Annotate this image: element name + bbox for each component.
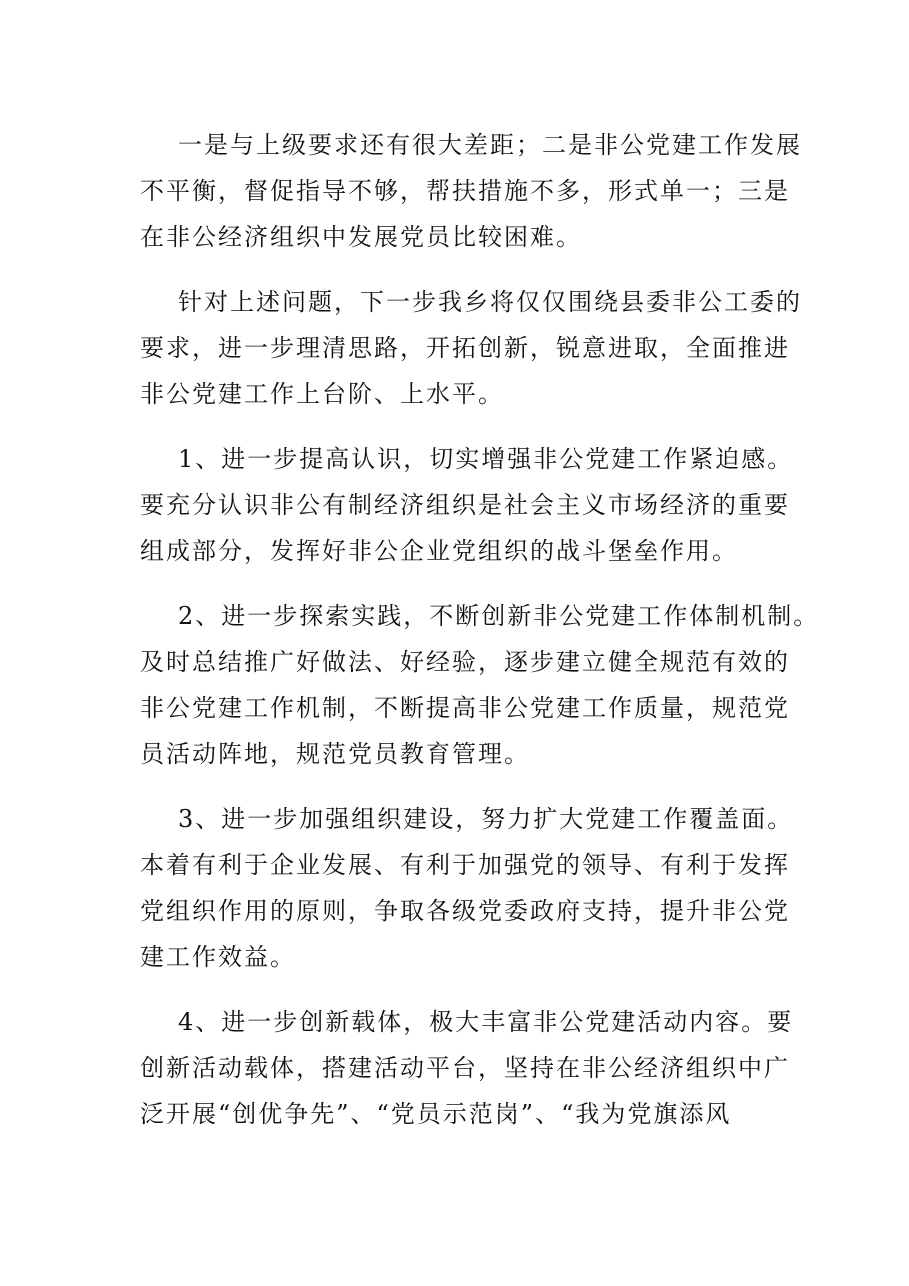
text-line: 组成部分，发挥好非公企业党组织的战斗堡垒作用。 [140,537,738,565]
text-line: 员活动阵地，规范党员教育管理。 [140,740,530,768]
text-line: 党组织作用的原则，争取各级党委政府支持，提升非公党 [140,897,790,925]
text-line: 在非公经济组织中发展党员比较困难。 [140,223,582,251]
text-line: 4、进一步创新载体，极大丰富非公党建活动内容。要 [178,1008,794,1036]
text-line: 创新活动载体，搭建活动平台，坚持在非公经济组织中广 [140,1054,790,1082]
text-line: 要求，进一步理清思路，开拓创新，锐意进取，全面推进 [140,334,790,362]
text-line: 一是与上级要求还有很大差距；二是非公党建工作发展 [178,131,802,159]
paragraph-item-3 [140,796,794,980]
text-line: 及时总结推广好做法、好经验，逐步建立健全规范有效的 [140,648,790,676]
text-line: 针对上述问题，下一步我乡将仅仅围绕县委非公工委的 [178,288,802,316]
text-line: 非公党建工作上台阶、上水平。 [140,380,504,408]
text-line: 1、进一步提高认识，切实增强非公党建工作紧迫感。 [178,445,794,473]
paragraph-next-steps [140,279,802,417]
paragraph-item-1 [140,436,794,574]
paragraph-item-4 [140,999,794,1137]
text-line: 本着有利于企业发展、有利于加强党的领导、有利于发挥 [140,851,790,879]
text-line: 要充分认识非公有制经济组织是社会主义市场经济的重要 [140,491,790,519]
paragraph-problems [140,122,802,260]
text-line: 泛开展“创优争先”、“党员示范岗”、“我为党旗添风 [140,1100,732,1128]
text-line: 非公党建工作机制，不断提高非公党建工作质量，规范党 [140,694,790,722]
text-line: 不平衡，督促指导不够，帮扶措施不多，形式单一；三是 [140,177,790,205]
text-line: 2、进一步探索实践，不断创新非公党建工作体制机制。 [178,602,820,630]
paragraph-item-2 [140,593,820,777]
document-body [140,122,820,1156]
text-line: 建工作效益。 [140,943,296,971]
text-line: 3、进一步加强组织建设，努力扩大党建工作覆盖面。 [178,805,794,833]
